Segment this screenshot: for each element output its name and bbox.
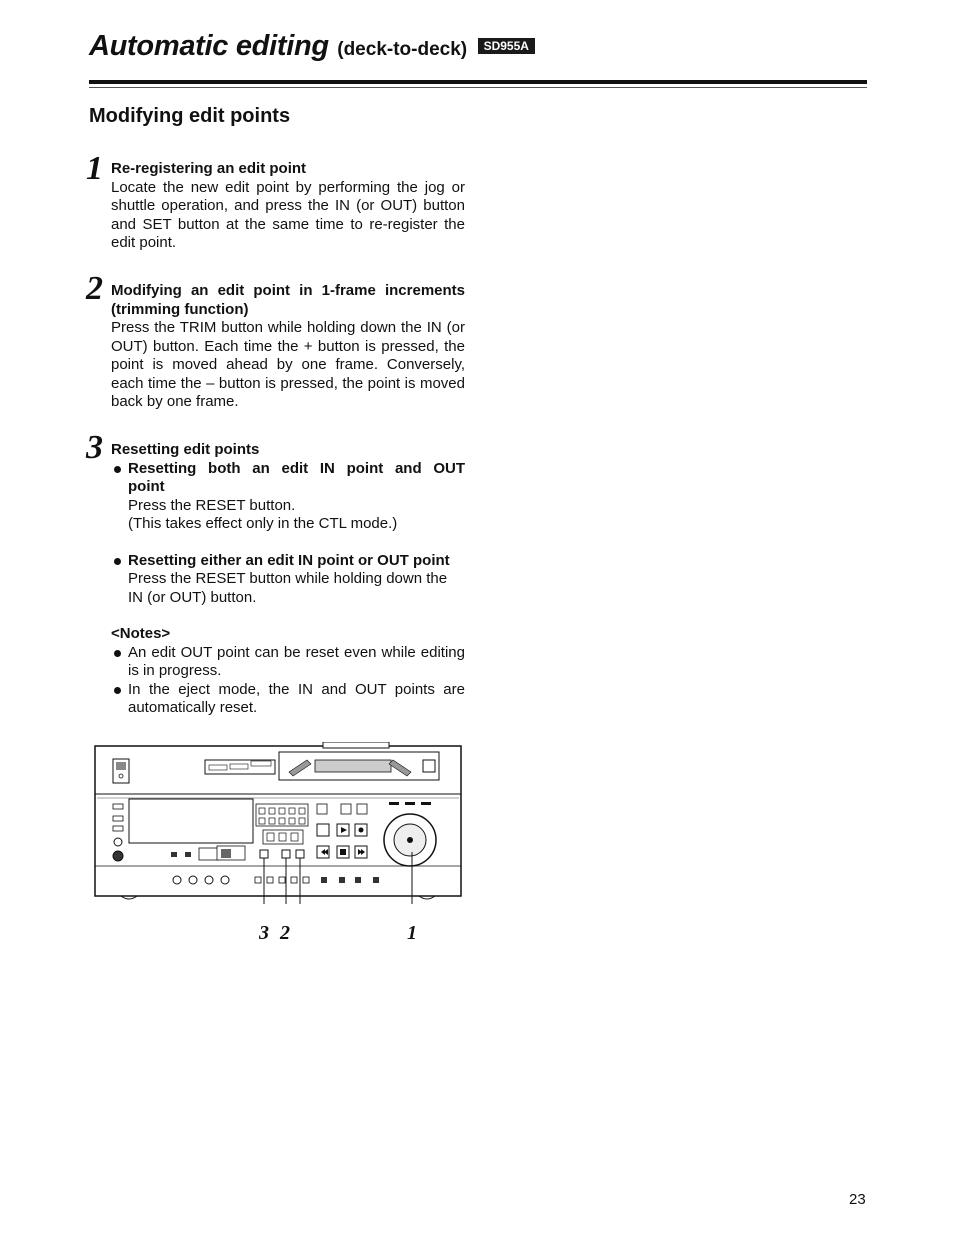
page-header xyxy=(89,30,535,63)
header-title: Automatic editing xyxy=(89,30,329,62)
step-number-1: 1 xyxy=(86,150,103,187)
callout-3: 3 xyxy=(259,922,269,944)
notes-title: <Notes> xyxy=(111,625,171,642)
bullet-title: Resetting either an edit IN point or OUT point xyxy=(128,551,450,569)
step-number-2: 2 xyxy=(86,270,103,307)
header-rule-thin xyxy=(89,87,867,88)
eject-button-icon xyxy=(423,760,435,772)
bullet-reset-both xyxy=(111,460,465,534)
in-out-button-icon xyxy=(296,850,304,858)
header-rule xyxy=(89,80,867,84)
bullet-line: Press the RESET button while holding down the IN (or OUT) button. xyxy=(128,570,448,606)
note-item xyxy=(111,681,465,718)
step-1-title: Re-registering an edit point xyxy=(111,160,307,177)
bullet-dot xyxy=(114,650,121,657)
bullet-line: (This takes effect only in the CTL mode.) xyxy=(128,515,398,532)
tape-slot-icon xyxy=(205,760,275,774)
bullet-dot xyxy=(114,466,121,473)
power-switch-lever xyxy=(116,762,126,770)
headphone-jack-icon xyxy=(113,851,123,861)
step-number-3: 3 xyxy=(86,429,103,466)
display-window-icon xyxy=(129,799,253,843)
trim-button-icon xyxy=(282,850,290,858)
page-number: 23 xyxy=(849,1191,866,1208)
step-1 xyxy=(111,160,465,253)
bullet-reset-either xyxy=(111,552,465,608)
step-2-title: Modifying an edit point in 1-frame increments (trimming function) xyxy=(111,282,465,318)
callout-1: 1 xyxy=(407,922,417,944)
step-2-body: Press the TRIM button while holding down the IN (or OUT) button. Each time the + button is pressed, the point is moved ahead by one frame. Conversely, each time the – button is pressed, the point is moved back by one frame. xyxy=(111,319,465,410)
step-3 xyxy=(111,441,465,718)
header-subtitle: (deck-to-deck) xyxy=(337,39,468,60)
step-1-body: Locate the new edit point by performing the jog or shuttle operation, and press the IN (or OUT) button and SET button at the same time to re-register the edit point. xyxy=(111,178,465,251)
note-text: An edit OUT point can be reset even while editing is in progress. xyxy=(128,643,465,679)
bullet-dot xyxy=(114,687,121,694)
model-badge: SD955A xyxy=(478,38,535,54)
reset-button-icon xyxy=(260,850,268,858)
step-2 xyxy=(111,282,465,412)
bullet-title: Resetting both an edit IN point and OUT point xyxy=(128,459,465,495)
note-text: In the eject mode, the IN and OUT points are automatically reset. xyxy=(128,680,465,716)
device-top-handle xyxy=(323,742,389,748)
deck-front-panel-illustration xyxy=(93,742,465,904)
bullet-dot xyxy=(114,558,121,565)
step-3-title: Resetting edit points xyxy=(111,441,260,458)
note-item xyxy=(111,644,465,681)
section-heading: Modifying edit points xyxy=(89,105,291,127)
bullet-line: Press the RESET button. xyxy=(128,496,296,514)
callout-2: 2 xyxy=(280,922,290,944)
edit-button-block xyxy=(256,804,308,826)
